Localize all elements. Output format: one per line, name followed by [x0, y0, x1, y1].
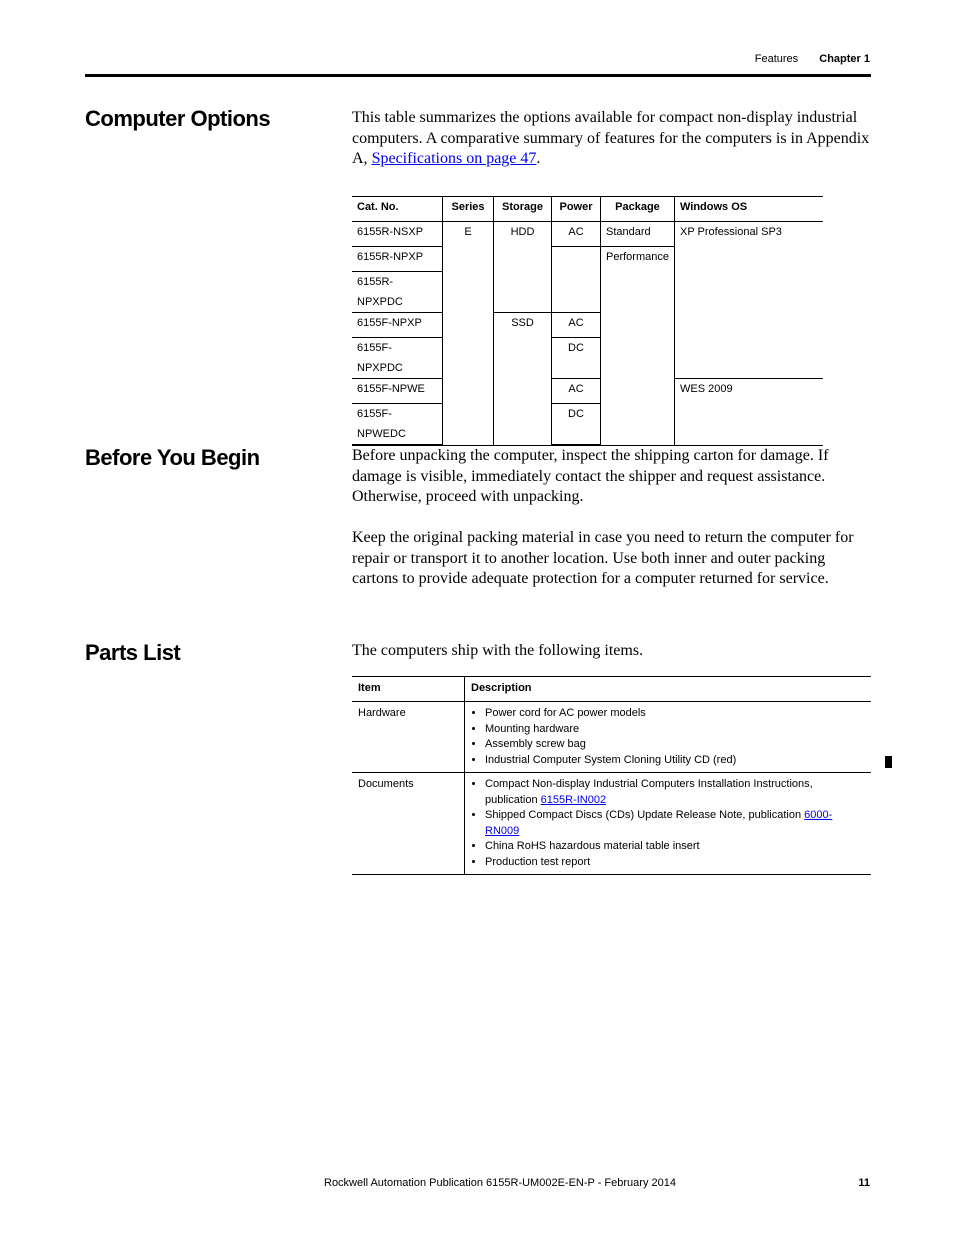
col-item: Item — [352, 677, 465, 702]
computer-options-table — [352, 196, 823, 446]
header-section: Features — [754, 53, 799, 65]
list-item: • Assembly screw bag — [485, 737, 865, 753]
storage-cell: HDD — [494, 222, 552, 313]
specifications-link[interactable]: Specifications on page 47 — [371, 150, 537, 167]
table-header-row — [352, 197, 823, 222]
power-cell: AC — [552, 313, 601, 338]
cat-no-cell: 6155F-NPXPDC — [352, 338, 443, 379]
table-row — [352, 222, 823, 247]
intro-period: . — [536, 150, 541, 167]
documents-list — [471, 777, 865, 870]
table-header-row — [352, 677, 871, 702]
package-cell: Performance — [601, 247, 675, 446]
header-chapter: Chapter 1 — [819, 53, 870, 65]
cat-no-cell: 6155F-NPWEDC — [352, 404, 443, 446]
cat-no-cell: 6155R-NPXPDC — [352, 272, 443, 313]
list-item: • Production test report — [485, 855, 865, 871]
parts-list-intro: The computers ship with the following items. — [352, 642, 644, 659]
publication-link-6000-rn009[interactable]: 6000-RN009 — [485, 809, 833, 837]
before-paragraph-2: Keep the original packing material in case you need to return the computer for repair or transport it to another location. Use both inner and outer packing cartons to provide adequate protection for a computer returned for service. — [352, 529, 854, 587]
storage-cell: SSD — [494, 313, 552, 446]
os-cell: XP Professional SP3 — [674, 222, 823, 379]
list-item: • Mounting hardware — [485, 722, 865, 738]
description-cell — [465, 773, 872, 875]
cat-no-cell: 6155R-NSXP — [352, 222, 443, 247]
footer-publication: Rockwell Automation Publication 6155R-UM002E-EN-P - February 2014 — [324, 1177, 676, 1189]
running-header — [755, 53, 870, 65]
cat-no-cell: 6155F-NPXP — [352, 313, 443, 338]
publication-link-6155r-in002[interactable]: 6155R-IN002 — [540, 793, 607, 806]
list-item: • Industrial Computer System Cloning Utility CD (red) — [485, 753, 865, 769]
description-cell — [465, 702, 872, 773]
computer-options-heading: Computer Options — [85, 106, 271, 131]
doc-text: Compact Non-display Industrial Computers Installation Instructions, publication — [485, 778, 813, 806]
doc-text: Shipped Compact Discs (CDs) Update Release Note, publication — [485, 809, 805, 821]
power-cell — [552, 247, 601, 313]
item-cell: Documents — [352, 773, 465, 875]
power-cell: AC — [552, 222, 601, 247]
package-cell: Standard — [601, 222, 675, 247]
power-cell: AC — [552, 379, 601, 404]
header-rule — [85, 74, 871, 77]
cat-no-cell: 6155F-NPWE — [352, 379, 443, 404]
before-paragraph-1: Before unpacking the computer, inspect the shipping carton for damage. If damage is visible, immediately contact the shipper and request assistance. Otherwise, proceed with unpacking. — [352, 447, 829, 505]
table-row — [352, 379, 823, 404]
col-storage: Storage — [494, 197, 552, 222]
computer-options-intro — [352, 108, 872, 170]
table-row — [352, 773, 871, 875]
hardware-list — [471, 706, 865, 768]
list-item — [485, 777, 865, 808]
list-item: • Power cord for AC power models — [485, 706, 865, 722]
margin-tab-marker — [885, 756, 892, 768]
series-cell: E — [443, 222, 494, 446]
page-number: 11 — [858, 1177, 870, 1189]
parts-list-table — [352, 676, 871, 875]
col-package: Package — [601, 197, 675, 222]
col-windows-os: Windows OS — [674, 197, 823, 222]
table-row — [352, 702, 871, 773]
before-you-begin-heading: Before You Begin — [85, 445, 260, 470]
col-cat-no: Cat. No. — [352, 197, 443, 222]
col-power: Power — [552, 197, 601, 222]
item-cell: Hardware — [352, 702, 465, 773]
os-cell: WES 2009 — [674, 379, 823, 446]
intro-text: This table summarizes the options available for compact non-display industrial computers. A comparative summary of features for the computers is in Appendix A, — [352, 109, 870, 167]
power-cell: DC — [552, 404, 601, 446]
col-description: Description — [465, 677, 872, 702]
col-series: Series — [443, 197, 494, 222]
list-item — [485, 808, 865, 839]
parts-list-heading: Parts List — [85, 640, 181, 665]
power-cell: DC — [552, 338, 601, 379]
list-item: • China RoHS hazardous material table insert — [485, 839, 865, 855]
cat-no-cell: 6155R-NPXP — [352, 247, 443, 272]
